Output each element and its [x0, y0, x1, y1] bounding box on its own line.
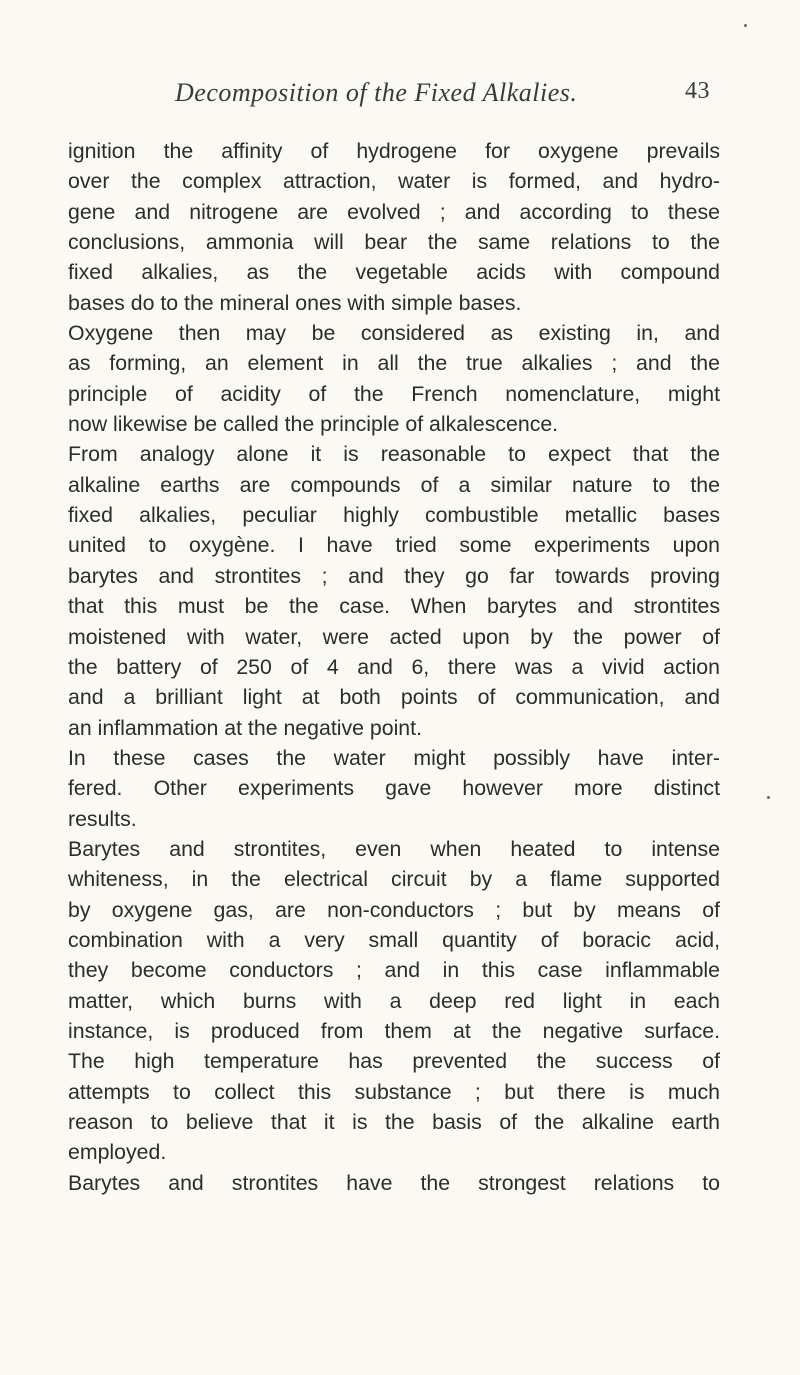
page-number: 43	[685, 78, 710, 104]
text-line: In these cases the water might possibly have inter-	[68, 745, 720, 770]
text-line: attempts to collect this substance ; but there is much	[68, 1079, 720, 1104]
text-line: that this must be the case. When barytes and strontites	[68, 594, 720, 619]
text-line: alkaline earths are compounds of a similar nature to the	[68, 472, 720, 497]
print-speck	[767, 796, 770, 799]
text-line: fixed alkalies, as the vegetable acids with compound	[68, 260, 720, 285]
text-line: and a brilliant light at both points of communication, and	[68, 685, 720, 710]
text-line: now likewise be called the principle of alkalescence.	[68, 412, 559, 437]
text-line: employed.	[68, 1140, 167, 1165]
text-line: by oxygene gas, are non-conductors ; but by means of	[68, 897, 720, 922]
text-line: the battery of 250 of 4 and 6, there was a vivid action	[68, 654, 720, 679]
text-line: Barytes and strontites have the strongest relations to	[68, 1170, 720, 1195]
print-speck	[744, 24, 747, 27]
text-line: The high temperature has prevented the success of	[68, 1049, 720, 1074]
text-line: whiteness, in the electrical circuit by a flame supported	[68, 867, 720, 892]
body-text	[68, 136, 720, 1198]
text-line: gene and nitrogene are evolved ; and according to these	[68, 199, 720, 224]
text-line: From analogy alone it is reasonable to expect that the	[68, 442, 720, 467]
text-line: fixed alkalies, peculiar highly combustible metallic bases	[68, 503, 720, 528]
text-line: conclusions, ammonia will bear the same relations to the	[68, 230, 720, 255]
text-line: fered. Other experiments gave however more distinct	[68, 776, 720, 801]
text-line: reason to believe that it is the basis of the alkaline earth	[68, 1110, 720, 1134]
text-line: instance, is produced from them at the negative surface.	[68, 1018, 720, 1043]
text-line: united to oxygène. I have tried some experiments upon	[68, 533, 720, 558]
text-line: over the complex attraction, water is formed, and hydro-	[68, 169, 720, 194]
running-head	[175, 78, 710, 114]
text-line: as forming, an element in all the true alkalies ; and the	[68, 351, 720, 376]
text-line: an inflammation at the negative point.	[68, 715, 422, 740]
text-line: combination with a very small quantity of boracic acid,	[68, 927, 720, 952]
text-line: bases do to the mineral ones with simple bases.	[68, 290, 522, 315]
text-line: principle of acidity of the French nomenclature, might	[68, 381, 720, 406]
text-line: results.	[68, 806, 137, 831]
text-line: barytes and strontites ; and they go far towards proving	[68, 563, 720, 588]
text-line: Barytes and strontites, even when heated to intense	[68, 836, 720, 861]
text-line: matter, which burns with a deep red light in each	[68, 988, 720, 1013]
text-line: they become conductors ; and in this case inflammable	[68, 958, 720, 983]
text-line: ignition the affinity of hydrogene for oxygene prevails	[68, 139, 720, 163]
text-line: Oxygene then may be considered as existing in, and	[68, 321, 720, 346]
running-head-title: Decomposition of the Fixed Alkalies.	[175, 78, 578, 107]
text-line: moistened with water, were acted upon by the power of	[68, 624, 720, 649]
